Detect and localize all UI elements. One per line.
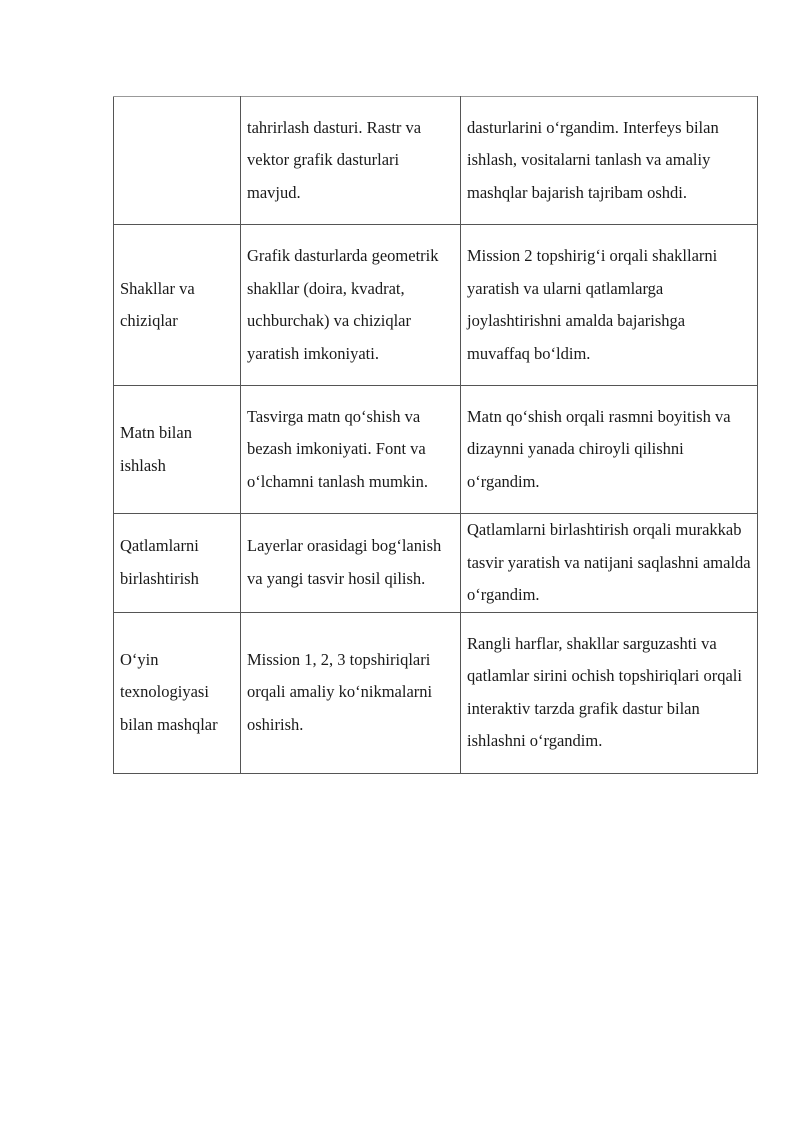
topic-cell: Qatlamlarni birlashtirish <box>114 514 241 613</box>
result-cell: dasturlarini o‘rgandim. Interfeys bilan ishlash, vositalarni tanlash va amaliy mashqlar bajarish tajribam oshdi. <box>461 97 758 225</box>
result-cell: Qatlamlarni birlashtirish orqali murakkab tasvir yaratish va natijani saqlashni amalda o‘rgandim. <box>461 514 758 613</box>
result-cell: Rangli harflar, shakllar sarguzashti va qatlamlar sirini ochish topshiriqlari orqali interaktiv tarzda grafik dastur bilan ishlashni o‘rgandim. <box>461 612 758 773</box>
result-cell: Matn qo‘shish orqali rasmni boyitish va dizaynni yanada chiroyli qilishni o‘rgandim. <box>461 386 758 514</box>
table-row <box>114 386 758 514</box>
table-row <box>114 225 758 386</box>
description-cell: Layerlar orasidagi bog‘lanish va yangi tasvir hosil qilish. <box>241 514 461 613</box>
description-cell: Grafik dasturlarda geometrik shakllar (doira, kvadrat, uchburchak) va chiziqlar yaratish imkoniyati. <box>241 225 461 386</box>
description-cell: tahrirlash dasturi. Rastr va vektor grafik dasturlari mavjud. <box>241 97 461 225</box>
topic-cell: Matn bilan ishlash <box>114 386 241 514</box>
topic-cell: O‘yin texnologiyasi bilan mashqlar <box>114 612 241 773</box>
table-row <box>114 612 758 773</box>
table-row <box>114 514 758 613</box>
topic-cell <box>114 97 241 225</box>
content-table <box>113 96 758 774</box>
description-cell: Mission 1, 2, 3 topshiriqlari orqali amaliy ko‘nikmalarni oshirish. <box>241 612 461 773</box>
topic-cell: Shakllar va chiziqlar <box>114 225 241 386</box>
table-row <box>114 97 758 225</box>
result-cell: Mission 2 topshirig‘i orqali shakllarni yaratish va ularni qatlamlarga joylashtirishni amalda bajarishga muvaffaq bo‘ldim. <box>461 225 758 386</box>
description-cell: Tasvirga matn qo‘shish va bezash imkoniyati. Font va o‘lchamni tanlash mumkin. <box>241 386 461 514</box>
